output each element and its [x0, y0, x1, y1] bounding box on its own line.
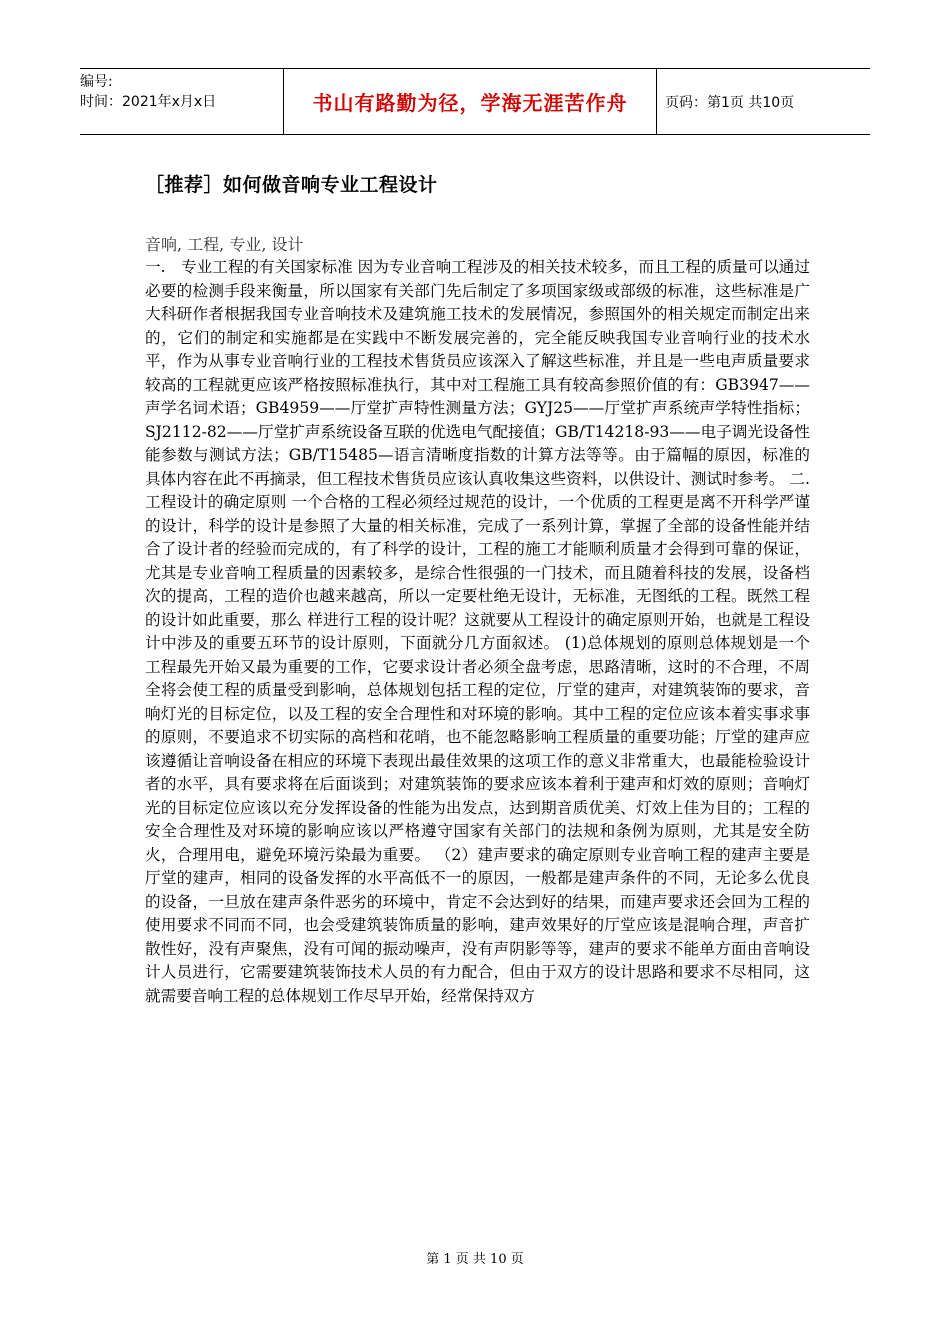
header-page-info: 页码：第1页 共10页	[665, 94, 795, 111]
document-keywords: 音响, 工程, 专业, 设计	[145, 235, 304, 254]
number-label: 编号:	[80, 74, 113, 90]
page-footer: 第 1 页 共 10 页	[426, 1252, 524, 1267]
document-body: 一. 专业工程的有关国家标准 因为专业音响工程涉及的相关技术较多，而且工程的质量可以通过必要的检测手段来衡量，所以国家有关部门先后制定了多项国家级或部级的标准，这些标准是广大科研作者根据我国专业音响技术及建筑施工技术的发展情况，参照国外的相关规定而制定出来的，它们的制定和实施都是在实践中不断发展完善的，完全能反映我国专业音响行业的技术水平，作为从事专业音响行业的工程技术售货员应该深入了解这些标准，并且是一些电声质量要求较高的工程就更应该严格按照标准执行，其中对工程施工具有较高参照价值的有：GB3947——声学名词术语；GB4959——厅堂扩声特性测量方法；GYJ25——厅堂扩声系统声学特性指标；SJ2112-82——厅堂扩声系统设备互联的优选电气配接值；GB/T14218-93——电子调光设备性能参数与测试方法；GB/T15485—语言清晰度指数的计算方法等等。由于篇幅的原因，标准的具体内容在此不再摘录，但工程技术售货员应该认真收集这些资料，以供设计、测试时参考。 二. 工程设计的确定原则 一个合格的工程必须经过规范的设计，一个优质的工程更是离不开科学严谨的设计，科学的设计是参照了大量的相关标准，完成了一系列计算，掌握了全部的设备性能并结合了设计者的经验而完成的，有了科学的设计，工程的施工才能顺利质量才会得到可靠的保证，尤其是专业音响工程质量的因素较多，是综合性很强的一门技术，而且随着科技的发展，设备档次的提高，工程的造价也越来越高，所以一定要杜绝无设计，无标准，无图纸的工程。既然工程的设计如此重要，那么 样进行工程的设计呢？这就要从工程设计的确定原则开始，也就是工程设计中涉及的重要五环节的设计原则，下面就分几方面叙述。 (1)总体规划的原则总体规划是一个工程最先开始又最为重要的工作，它要求设计者必须全盘考虑，思路清晰，这时的不合理，不周全将会使工程的质量受到影响，总体规划包括工程的定位，厅堂的建声，对建筑装饰的要求，音响灯光的目标定位，以及工程的安全合理性和对环境的影响。其中工程的定位应该本着实事求事的原则，不要追求不切实际的高档和花哨，也不能忽略影响工程质量的重要功能；厅堂的建声应该遵循让音响设备在相应的环境下表现出最佳效果的这项工作的意义非常重大，也最能检验设计者的水平，具有要求将在后面谈到；对建筑装饰的要求应该本着利于建声和灯效的原则；音响灯光的目标定位应该以充分发挥设备的性能为出发点，达到期音质优美、灯效上佳为目的；工程的安全合理性及对环境的影响应该以严格遵守国家有关部门的法规和条例为原则，尤其是安全防火，合理用电，避免环境污染最为重要。 （2）建声要求的确定原则专业音响工程的建声主要是厅堂的建声，相同的设备发挥的水平高低不一的原因，一般都是建声条件的不同，无论多么优良的设备，一旦放在建声条件恶劣的环境中，肯定不会达到好的结果，而建声要求还会回为工程的使用要求不同而不同，也会受建筑装饰质量的影响，建声效果好的厅堂应该是混响合理，声音扩散性好，没有声聚焦，没有可闻的振动噪声，没有声阴影等等，建声的要求不能单方面由音响设计人员进行，它需要建筑装饰技术人员的有力配合，但由于双方的设计思路和要求不尽相同，这就需要音响工程的总体规划工作尽早开始，经常保持双方	[145, 258, 810, 1005]
time-label: 时间：2021年x月x日	[80, 94, 217, 110]
document-title: ［推荐］如何做音响专业工程设计	[145, 174, 438, 196]
header-meta	[80, 69, 283, 134]
page-header	[80, 68, 870, 135]
header-motto: 书山有路勤为径，学海无涯苦作舟	[283, 69, 657, 134]
